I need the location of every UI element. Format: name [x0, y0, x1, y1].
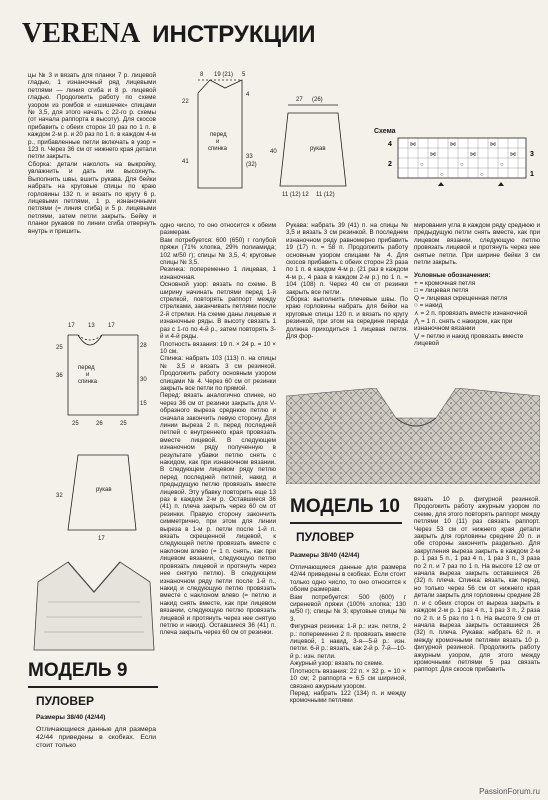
p10-sleeve-label: рукав	[96, 487, 112, 493]
model9-sizes: Размеры 38/40 (42/44)	[36, 714, 106, 721]
sleeve-bottom-3: 11 (12)	[316, 192, 335, 198]
legend-item-5: ⋀ = 1 п. снять с накидом, как при изнаночном вязании	[414, 317, 513, 333]
legend-title: Условные обозначения:	[414, 272, 491, 279]
front-label-3: спинка	[208, 146, 228, 152]
front-top-dim-3: 5	[242, 72, 246, 78]
col3-assembly: Сборка: выполнить плечевые швы. По краю горловины набрать для бейки на круговые спицы 120 п. и вязать по кругу резинкой, при этом на середине переда должна приходиться 1 лицевая петля. Для фор-	[286, 296, 408, 341]
col1-assembly: Сборка: детали наколоть на выкройку, увлажнить и дать им высохнуть. Выполнить швы, вшить рукава. Для бейки набрать на круговые спицы по краю горловины 132 п. и вязать по кругу 6 р. лицевыми петлями, 1 р. изнаночными петлями (= линия сгиба) и 5 р. лицевыми петлями, затем петли закрыть. Бейку и планки рукавов по линии сгиба отвернуть внутрь и пришить.	[28, 160, 156, 235]
model10-front: Перед: набрать 122 (134) п. и между кромочными петлями	[290, 689, 406, 705]
model10-materials: Вам потребуется: 500 (600) г сиреневой пряжи (100% хлопка; 130 м/50 г); спицы № 3; круговые спицы № 3.	[290, 593, 406, 623]
front-left-dim-1: 22	[182, 99, 189, 105]
front-label-1: перед	[210, 132, 227, 138]
legend-item-0: + = кромочная петля	[414, 279, 476, 287]
col4-paragraph: мирования угла в каждом ряду среднюю и предыдущую петли снять вместе, как при лицевом вязании, следующую петлю провязать лицевой и протянуть через нее снятые петли. При ширине бейки 3 см петли закрыть.	[414, 222, 540, 267]
page-title: ИНСТРУКЦИИ	[152, 21, 316, 48]
col2-text-block	[160, 222, 276, 637]
svg-text:⋈: ⋈	[510, 152, 516, 158]
sleeve-label: рукав	[310, 146, 326, 152]
svg-text:○: ○	[420, 162, 424, 168]
page-header	[22, 18, 316, 50]
watermark: PassionForum.ru	[479, 787, 540, 796]
p10-bottom-1: 25	[72, 421, 79, 427]
svg-text:⋈: ⋈	[470, 152, 476, 158]
svg-text:○: ○	[500, 162, 504, 168]
svg-text:○: ○	[480, 172, 484, 178]
scheme-title: Схема	[374, 128, 396, 135]
model10-title: МОДЕЛЬ 10	[290, 496, 400, 517]
model9-rule	[28, 686, 158, 688]
p10-left-1: 25	[56, 345, 63, 351]
model9-subtitle: ПУЛОВЕР	[36, 694, 95, 708]
model10-text-block	[290, 564, 406, 705]
front-right-dim-1: 4	[246, 92, 250, 98]
model10-subtitle: ПУЛОВЕР	[296, 530, 355, 544]
p10-label-3: спинка	[78, 379, 98, 385]
col3-text-block	[286, 222, 408, 341]
model10-rule	[290, 522, 402, 524]
legend-item-3: ○ = накид	[414, 302, 443, 310]
front-right-dim-3: (32)	[246, 162, 257, 168]
p10-sleeve-left: 32	[56, 493, 63, 499]
front-label-2: и	[216, 139, 220, 145]
legend-item-4: ⋏ = 2 п. провязать вместе изнаночной	[414, 309, 528, 317]
scheme-row-3: 3	[530, 151, 534, 158]
svg-text:⋈: ⋈	[430, 152, 436, 158]
legend-item-2: Q = лицевая скрещенная петля	[414, 294, 508, 302]
p10-label-1: перед	[78, 365, 95, 371]
scheme-chart	[378, 136, 538, 194]
p10-right-1: 28	[140, 343, 147, 349]
brand-name: VERENA	[22, 18, 141, 49]
p10-sleeve-bottom: 17	[98, 536, 105, 542]
p10-bottom-2: 26	[96, 421, 103, 427]
col2-back: Спинка: набрать 103 (113) п. на спицы № 3,5 и вязать 3 см резинкой. Продолжить работу основным узором спицами № 4. Через 60 см от резинки закрыть все петли по прямой.	[160, 355, 276, 392]
model9-sweater-image	[28, 552, 160, 652]
sleeve-bottom-1: 11 (12)	[282, 192, 301, 198]
model10-density: Плотность вязания: 22 п. × 32 р. = 10 × 10 см; 2 раппорта = 6,5 см шириной, связано ажурным узором.	[290, 667, 406, 690]
col1-text-block	[28, 72, 156, 235]
model10-rib: Фигурная резинка: 1-й р.: изн. петля, 2 р.: попеременно 2 п. провязать вместе лицевой, 1 накид, 3-я—5-й р.: изн. петли. 6-й р.: вязать, как 2-й р. 7-й—10-й р.: изн. петли.	[290, 623, 406, 660]
svg-text:⋈: ⋈	[410, 142, 416, 148]
front-top-dim-2: 19 (21)	[214, 72, 234, 78]
model10-sizes: Размеры 38/40 (42/44)	[290, 552, 360, 559]
p10-side-1: 36	[56, 373, 63, 379]
p10-top-1: 17	[68, 323, 75, 329]
legend	[414, 272, 540, 348]
model9-intro: Отличающиеся данные для размера 42/44 приведены в скобках. Если стоит только	[36, 726, 156, 749]
sleeve-top-dim-2: (26)	[312, 97, 323, 103]
p10-side-2: 30	[140, 377, 147, 383]
sleeve-left-dim: 40	[270, 149, 277, 155]
model10-sweater-image	[286, 388, 540, 484]
p10-label-2: и	[86, 372, 90, 378]
col2-rib: Резинка: попеременно 1 лицевая, 1 изнаночная.	[160, 266, 276, 281]
legend-item-1: □ = лицевая петля	[414, 287, 469, 295]
col2-density: Плотность вязания: 19 п. × 24 р. = 10 × 10 см.	[160, 340, 276, 355]
scheme-row-4: 4	[388, 141, 392, 148]
col2-front: Перед: вязать аналогично спинке, но через 36 см от резинки закрыть для V-образного выреза среднюю петлю и сначала закончить левую сторону. Для линии выреза 2 п. перед последней петлей с внутреннего края провязать вместе лицевой. В следующем изнаночном ряду полученную в результате убавки петлю снять с накидом, как при изнаночном вязании. В следующем лицевом ряду петлю перед последней петлей, накид и предыдущую петлю провязать вместе лицевой. Эту убавку повторить еще 13 раз в каждом 2-м р. Оставшиеся 36 (41) п. плеча закрыть через 60 см от резинки. Правую сторону закончить симметрично, при этом для линии выреза в 1-м р. петли после 1-й п. вязать скрещенной лицевой, к следующей петле провязать вместе с наклоном влево (= 1 п. снять, как при лицевом вязании, следующую петлю провязать лицевой и протянуть через нее снятую петлю). В следующем изнаночном ряду петли после 1-й п., накид и следующую петлю провязать вместе с наклоном влево (= петлю и накид снять вместе, как при лицевом вязании, следующую петлю провязать лицевой и протянуть через нее снятую петлю и накид). Оставшиеся 36 (41) п. плеча закрыть через 60 см от резинки.	[160, 392, 276, 637]
col2-text: одно число, то оно относится к обеим размерам.	[160, 222, 276, 237]
scheme-row-2: 2	[388, 161, 392, 168]
svg-text:○: ○	[440, 172, 444, 178]
col2-materials: Вам потребуется: 600 (650) г голубой пряжи (71% хлопка, 29% полиамида; 102 м/50 г); спицы № 3,5, 4; круговые спицы № 3,5.	[160, 236, 276, 267]
sleeve-bottom-2: 12	[302, 192, 309, 198]
model10-pattern: Ажурный узор: вязать по схеме.	[290, 660, 384, 668]
model9-title: МОДЕЛЬ 9	[28, 660, 128, 681]
front-top-dim-1: 8	[200, 72, 204, 78]
p10-side-3: 15	[140, 401, 147, 407]
front-left-dim-2: 41	[182, 159, 189, 165]
svg-text:⋈: ⋈	[490, 142, 496, 148]
model10-pattern-diagram	[28, 305, 158, 545]
col4-text	[414, 222, 540, 266]
model9-pattern-diagram	[170, 68, 350, 218]
p10-bottom-3: 25	[120, 421, 127, 427]
front-pattern-outline	[198, 93, 242, 188]
sleeve-top-dim-1: 27	[296, 97, 303, 103]
front-right-dim-2: 33	[246, 154, 253, 160]
svg-text:○: ○	[460, 162, 464, 168]
svg-text:⋈: ⋈	[450, 142, 456, 148]
col2-pattern: Основной узор: вязать по схеме. В ширину начинать петлями перед 1-й стрелкой, повторять раппорт между стрелками, заканчивать петлями после 2-й стрелки. На схеме даны лицевые и изнаночные ряды. В высоту связать 1 раз с 1-го по 4-й р., затем повторять 3-й и 4-й ряды.	[160, 281, 276, 341]
p10-top-3: 17	[108, 323, 115, 329]
scheme-row-1: 1	[530, 171, 534, 178]
p10-top-2: 13	[88, 323, 95, 329]
col3-sleeve: Рукава: набрать 39 (41) п. на спицы № 3,5 и вязать 3 см резинкой. В последнем изнаночном ряду равномерно прибавить 19 (17) п. = 58 п. Продолжить работу основным узором спицами № 4. Для скосов прибавить с обеих сторон 23 раза по 1 п. в каждом 4-м р. (21 раз в каждом 4-м р., 4 раза в каждом 2-м р.) по 1 п. = 104 (108) п. Через 40 см от резинки закрыть все петли.	[286, 222, 408, 296]
model10-intro: Отличающиеся данные для размера 42/44 приведены в скобках. Если стоит только одно число, то оно относится к обоим размерам.	[290, 564, 406, 594]
legend-item-6: ⋁ = петлю и накид провязать вместе лицевой	[414, 332, 524, 348]
col1-text: цы № 3 и вязать для планки 7 р. лицевой гладью, 1 изнаночный ряд лицевыми петлями — линия сгиба и 8 р. лицевой гладью. Продолжить работу по схеме узором из ромбов и «шишечек» спицами № 3,5, для этого начать с 22-го р. схемы (от начала раппорта в высоту). Для скосов прибавить с обеих сторон 10 раз по 1 п. в каждом 2-м р. и 20 раз по 1 п. в каждом 4-м р., прибавленные петли включать в узор = 123 п. Через 36 см от нижнего края детали петли закрыть.	[28, 72, 156, 161]
model10-col-b: вязать 10 р. фигурной резинкой. Продолжить работу ажурным узором по схеме, для этого повторять раппорт между петлями 10 (11) раз связать раппорт. Через 53 см от нижнего края детали закрыть для горловины средние 20 п. и обе стороны закончить раздельно. Для закругления выреза закрыть в каждом 2-м р. 1 раз 5 п., 1 раз 4 п., 1 раз 3 п., 3 раза по 2 п. и 7 раз по 1 п. На высоте 12 см от начала выреза закрыть оставшиеся 26 (32) п. плеча. Спинка: вязать, как перед, но только через 56 см от нижнего края детали закрыть для горловины средние 28 п. и с обеих сторон от выреза закрыть в каждом 2-м р. 1 раз 4 п., 1 раз 3 п., 2 раза по 2 п. и 5 раз по 1 п. На высоте 9 см от начала выреза закрыть оставшиеся 26 (32) п. плеча. Рукава: набрать 62 п. и между кромочными петлями вязать 10 р. фигурной резинкой. Продолжить работу ажурным узором, для этого между кромочными петлями 5 раз связать раппорт. Для скосов прибавить	[414, 496, 540, 674]
front-back-outline	[68, 335, 138, 415]
